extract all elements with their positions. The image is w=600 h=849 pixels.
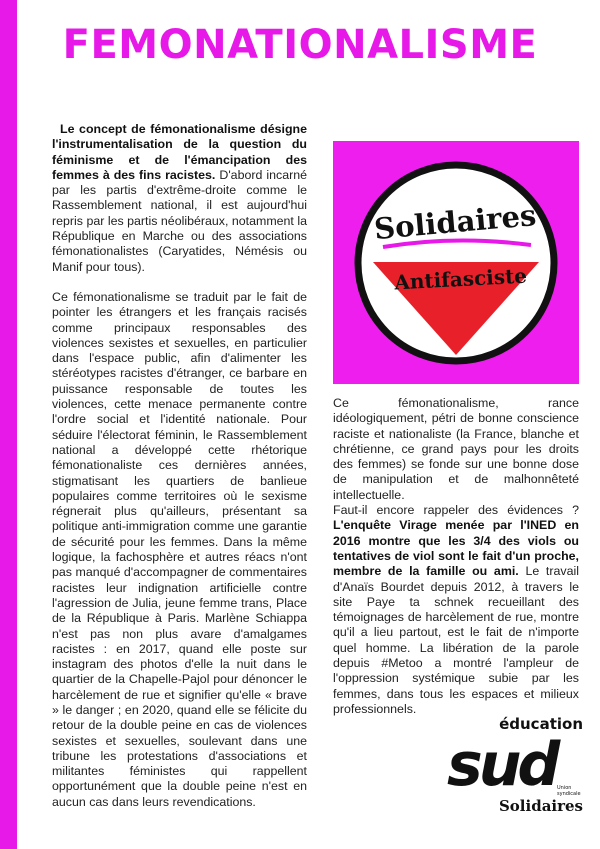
paragraph-evidence <box>333 503 579 717</box>
left-accent-bar <box>0 0 17 849</box>
logo-text-education: éducation <box>499 715 583 733</box>
logo-text-solidaires: Solidaires <box>498 797 583 815</box>
paragraph-manipulation: Ce fémonationalisme, rance idéologiquement, pétri de bonne conscience raciste et nationaliste (la France, blanche et chrétienne, ce grand pays pour les droits des femmes) se fonde sur une bonne dose de manipulation et de malhonnêteté intellectuelle. <box>333 396 579 502</box>
logo-text-sud: sud <box>447 730 557 800</box>
badge-text-antifasciste: Antifasciste <box>393 263 528 295</box>
paragraph-rhetoric: Ce fémonationalisme se traduit par le fait de pointer les étrangers et les français racisés comme principaux responsables des violences sexistes et sexuelles, en particulier dans l'espace public, afin d'alimenter les stéréotypes racistes d'étranger, ce barbare en puissance responsable de toutes les violences, cette menace permanente contre l'ordre social et l'identité nationale. Pour séduire l'électorat féminin, le Rassemblement national a développé cette rhétorique fémonationaliste ces dernières années, stigmatisant les quartiers de banlieue populaires comme territoires où le sexisme régnerait plus qu'ailleurs, présentant sa politique anti-immigration comme une garantie de sécurité pour les femmes. Dans la même logique, la fachosphère et autres réacs n'ont pas manqué d'accompagner de commentaires racistes leur indignation artificielle contre l'agression de Julia, jeune femme trans, Place de la République à Paris. Marlène Schiappa n'est pas non plus avare d'amalgames racistes : en 2017, quand elle poste sur instagram des photos d'elle la nuit dans le quartier de la Chapelle-Pajol pour dénoncer le harcèlement de rue et signifier qu'elle « brave » le danger ; en 2020, quand elle se félicite du retour de la double peine en cas de violences sexistes et sexuelles, soulevant dans une tribune les protestations d'associations et militantes féministes qui rappellent opportunément que la double peine n'est en aucun cas dans leurs revendications. <box>52 289 307 809</box>
evidence-bold: L'enquête Virage menée par l'INED en 2016 montre que les 3/4 des viols ou tentatives de viol sont le fait d'un proche, membre de la famille ou ami. <box>333 518 579 579</box>
logo-text-syndicale: syndicale <box>557 791 581 797</box>
solidaires-antifasciste-badge <box>333 141 579 384</box>
antifascist-badge-panel <box>333 141 579 384</box>
definition-text: D'abord incarné par les partis d'extrême-droite comme le Rassemblement national, il est aujourd'hui repris par les partis néolibéraux, notamment la République en Marche ou des associations fémonationalistes (Caryatides, Némésis ou Manif pour tous). <box>52 167 308 274</box>
right-column <box>333 396 579 717</box>
paragraph-definition <box>52 122 307 275</box>
evidence-text: Le travail d'Anaïs Bourdet depuis 2012, à travers le site Paye ta schnek recueillant des témoignages de harcèlement de rue, montre qu'il a lieu partout, est le fait de n'importe quel homme. La libération de la parole depuis #Metoo a montré l'ampleur de l'oppression systémique subie par les femmes, dans tous les espaces et milieux professionnels. <box>333 564 579 716</box>
sud-education-logo <box>445 715 585 815</box>
logo-text-union: Union <box>557 785 572 791</box>
definition-bold: Le concept de fémonationalisme désigne l'instrumentalisation de la question du féminisme et de l'émancipation des femmes à des fins racistes. <box>52 122 307 182</box>
page-title: FEMONATIONALISME <box>62 22 538 68</box>
badge-text-solidaires: Solidaires <box>372 198 538 247</box>
evidence-intro: Faut-il encore rappeler des évidences ? <box>333 503 579 518</box>
left-column <box>52 122 307 810</box>
